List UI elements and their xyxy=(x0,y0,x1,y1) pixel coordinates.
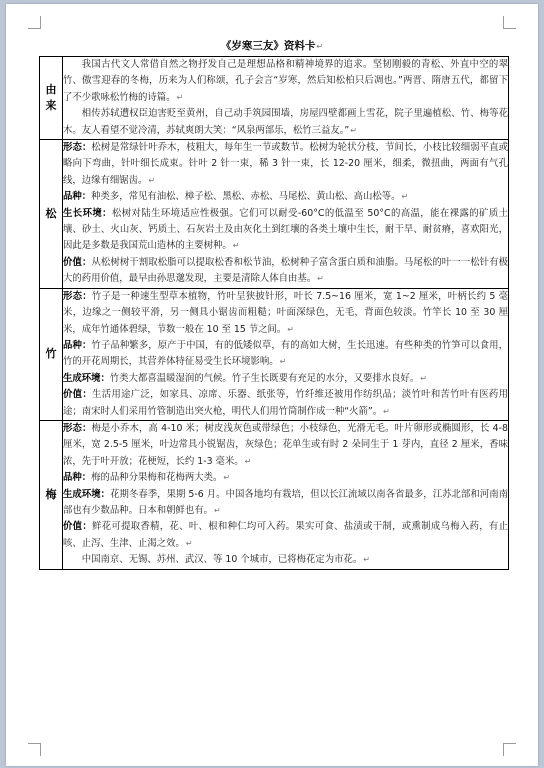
field-label: 生长环境： xyxy=(63,207,112,219)
title-text: 《岁寒三友》资料卡 xyxy=(220,40,316,52)
page-title xyxy=(6,39,538,54)
content-paragraph xyxy=(63,206,508,255)
margin-corner-mark xyxy=(503,743,516,756)
content-paragraph xyxy=(63,189,508,205)
card-row xyxy=(40,288,509,420)
content-paragraph xyxy=(63,487,508,520)
paragraph-mark: ↵ xyxy=(279,357,287,367)
paragraph-text: 中国南京、无锡、苏州、武汉、等 10 个城市，已将梅花定为市花。 xyxy=(81,554,363,566)
field-label: 价值： xyxy=(63,389,93,401)
paragraph-mark: ↵ xyxy=(148,175,156,185)
paragraph-mark: ↵ xyxy=(223,473,231,483)
card-row xyxy=(40,140,509,289)
field-label: 形态： xyxy=(63,142,92,154)
content-paragraph xyxy=(63,552,508,568)
paragraph-text: 竹子品种繁多，原产于中国，有的低矮似草，有的高如大树，生长迅速。有些种类的竹笋可以食用，竹的开花周期长，其营养体特征易受生长环境影响。 xyxy=(63,339,508,368)
content-paragraph xyxy=(63,519,508,552)
paragraph-text: 松树是常绿针叶乔木，枝粗大，每年生一节或数节。松树为轮状分枝，节间长，小枝比较细弱平直或略向下弯曲，针叶细长成束。针叶 2 针一束，稀 3 针一束，长 12-20 厘米，细柔，微扭曲，两面有气孔线，边缘有细锯齿。 xyxy=(63,142,508,186)
paragraph-mark: ↵ xyxy=(232,241,240,251)
field-label: 品种： xyxy=(63,191,92,203)
paragraph-text: 种类多，常见有油松、樟子松、黑松、赤松、马尾松、黄山松、高山松等。 xyxy=(91,191,401,203)
row-content-cell xyxy=(63,288,509,420)
paragraph-text: 竹子是一种速生型草本植物，竹叶呈狭披针形，叶长 7.5~16 厘米，宽 1~2 厘米，叶柄长约 5 毫米，边缘之一侧较平滑，另一侧具小锯齿而粗糙；叶面深绿色，无毛，背面色较淡。竹竿长 10 至 30 厘米，成年竹通体碧绿，节数一般在 10 至 15 节之间。 xyxy=(63,290,508,335)
paragraph-text: 生活用途广泛，如家具、凉席、乐器、纸张等，竹纤维还被用作纺织品；淡竹叶和苦竹叶有医药用途；南宋时人们采用竹管制造出突火枪，明代人们用竹筒制作成一种“火箭”。 xyxy=(63,389,508,417)
paragraph-mark: ↵ xyxy=(244,456,252,466)
paragraph-text: 相传苏轼遭权臣迫害贬至黄州，自己动手筑园围墙，房屋四壁都画上雪花，院子里遍植松、竹、梅等花木。友人看望不觉冷清，苏轼爽朗大笑：“风泉两部乐，松竹三益友。” xyxy=(63,108,508,136)
paragraph-text: 梅是小乔木，高 4-10 米；树皮浅灰色或带绿色；小枝绿色，光滑无毛。叶片卵形或椭圆形，长 4-8 厘米，宽 2.5-5 厘米，叶边常具小锐锯齿，灰绿色；花单生或有时 2 朵同生于 1 芽内，直径 2 厘米，香味浓，先于叶开放；花梗短，长约 1-3 毫米。 xyxy=(63,422,508,467)
paragraph-mark: ↵ xyxy=(317,274,324,284)
paragraph-mark: ↵ xyxy=(176,92,184,102)
row-category-label: 松 xyxy=(40,140,63,289)
row-category-label: 竹 xyxy=(40,288,63,420)
paragraph-text: 竹类大都喜温暖湿润的气候。竹子生长既要有充足的水分，又要排水良好。 xyxy=(109,372,420,384)
field-label: 生成环境： xyxy=(63,372,110,384)
field-label: 品种： xyxy=(63,472,92,484)
content-paragraph xyxy=(63,57,508,106)
row-category-label: 梅 xyxy=(40,420,63,569)
margin-corner-mark xyxy=(28,743,41,756)
paragraph-text: 我国古代文人常借自然之物抒发自己是理想品格和精神境界的追求。坚韧刚毅的青松、外直中空的翠竹、傲雪迎春的冬梅，历来为人们称颂，孔子会言“岁寒，然后知松柏只后凋也。”两晋、隋唐五代，都留下了不少歌咏松竹梅的诗篇。 xyxy=(63,59,508,103)
paragraph-mark: ↵ xyxy=(185,538,193,548)
field-label: 形态： xyxy=(63,290,92,302)
paragraph-mark: ↵ xyxy=(287,324,294,334)
paragraph-text: 梅的品种分果梅和花梅两大类。 xyxy=(91,472,223,484)
paragraph-mark: ↵ xyxy=(363,555,370,565)
content-paragraph xyxy=(63,289,508,338)
content-paragraph xyxy=(63,371,508,387)
field-label: 形态： xyxy=(63,422,92,434)
paragraph-mark: ↵ xyxy=(401,192,409,202)
row-content-cell xyxy=(63,420,509,569)
content-paragraph xyxy=(63,255,508,288)
paragraph-mark: ↵ xyxy=(420,373,427,383)
content-paragraph xyxy=(63,421,508,470)
paragraph-mark: ↵ xyxy=(316,42,324,51)
content-paragraph xyxy=(63,338,508,371)
margin-corner-mark xyxy=(503,16,516,29)
field-label: 价值： xyxy=(63,521,93,533)
content-paragraph xyxy=(63,470,508,486)
content-paragraph xyxy=(63,140,508,189)
content-paragraph xyxy=(63,387,508,420)
content-paragraph xyxy=(63,106,508,139)
paragraph-text: 从松树树干割取松脂可以提取松香和松节油，松树种子富含蛋白质和油脂。马尾松的叶一一松针有极大的药用价值，最早由孙思邈发现，主要是清除人体自由基。 xyxy=(63,256,508,285)
paragraph-mark: ↵ xyxy=(214,505,221,515)
margin-corner-mark xyxy=(28,16,41,29)
row-category-label: 由 来 xyxy=(40,57,63,140)
paragraph-mark: ↵ xyxy=(383,406,390,416)
paragraph-text: 鲜花可提取香精，花、叶、根和种仁均可入药。果实可食、盐渍或干制，或熏制成乌梅入药，有止咳、止泻、生津、止渴之效。 xyxy=(63,521,508,549)
row-content-cell xyxy=(63,140,509,289)
paragraph-text: 松树对陆生环境适应性极强。它们可以耐受-60°C的低温至 50°C的高温，能在裸露的矿质土壤、砂土、火山灰、钙质土、石灰岩土及由灰化土到红壤的各类土壤中生长，耐干旱、耐贫瘠，喜欢阳光，因此是多数是我国荒山造林的主要树种。 xyxy=(63,207,508,252)
card-row xyxy=(40,57,509,140)
info-card-table xyxy=(39,56,509,570)
row-content-cell xyxy=(63,57,509,140)
card-row xyxy=(40,420,509,569)
document-page xyxy=(6,4,538,766)
paragraph-mark: ↵ xyxy=(350,125,357,135)
field-label: 生成环境： xyxy=(63,488,111,500)
field-label: 价值： xyxy=(63,256,92,268)
paragraph-text: 花期冬春季，果期 5-6 月。中国各地均有栽培，但以长江流域以南各省最多，江苏北部和河南南部也有少数品种。日本和朝鲜也有。 xyxy=(63,488,508,516)
field-label: 品种： xyxy=(63,339,92,351)
